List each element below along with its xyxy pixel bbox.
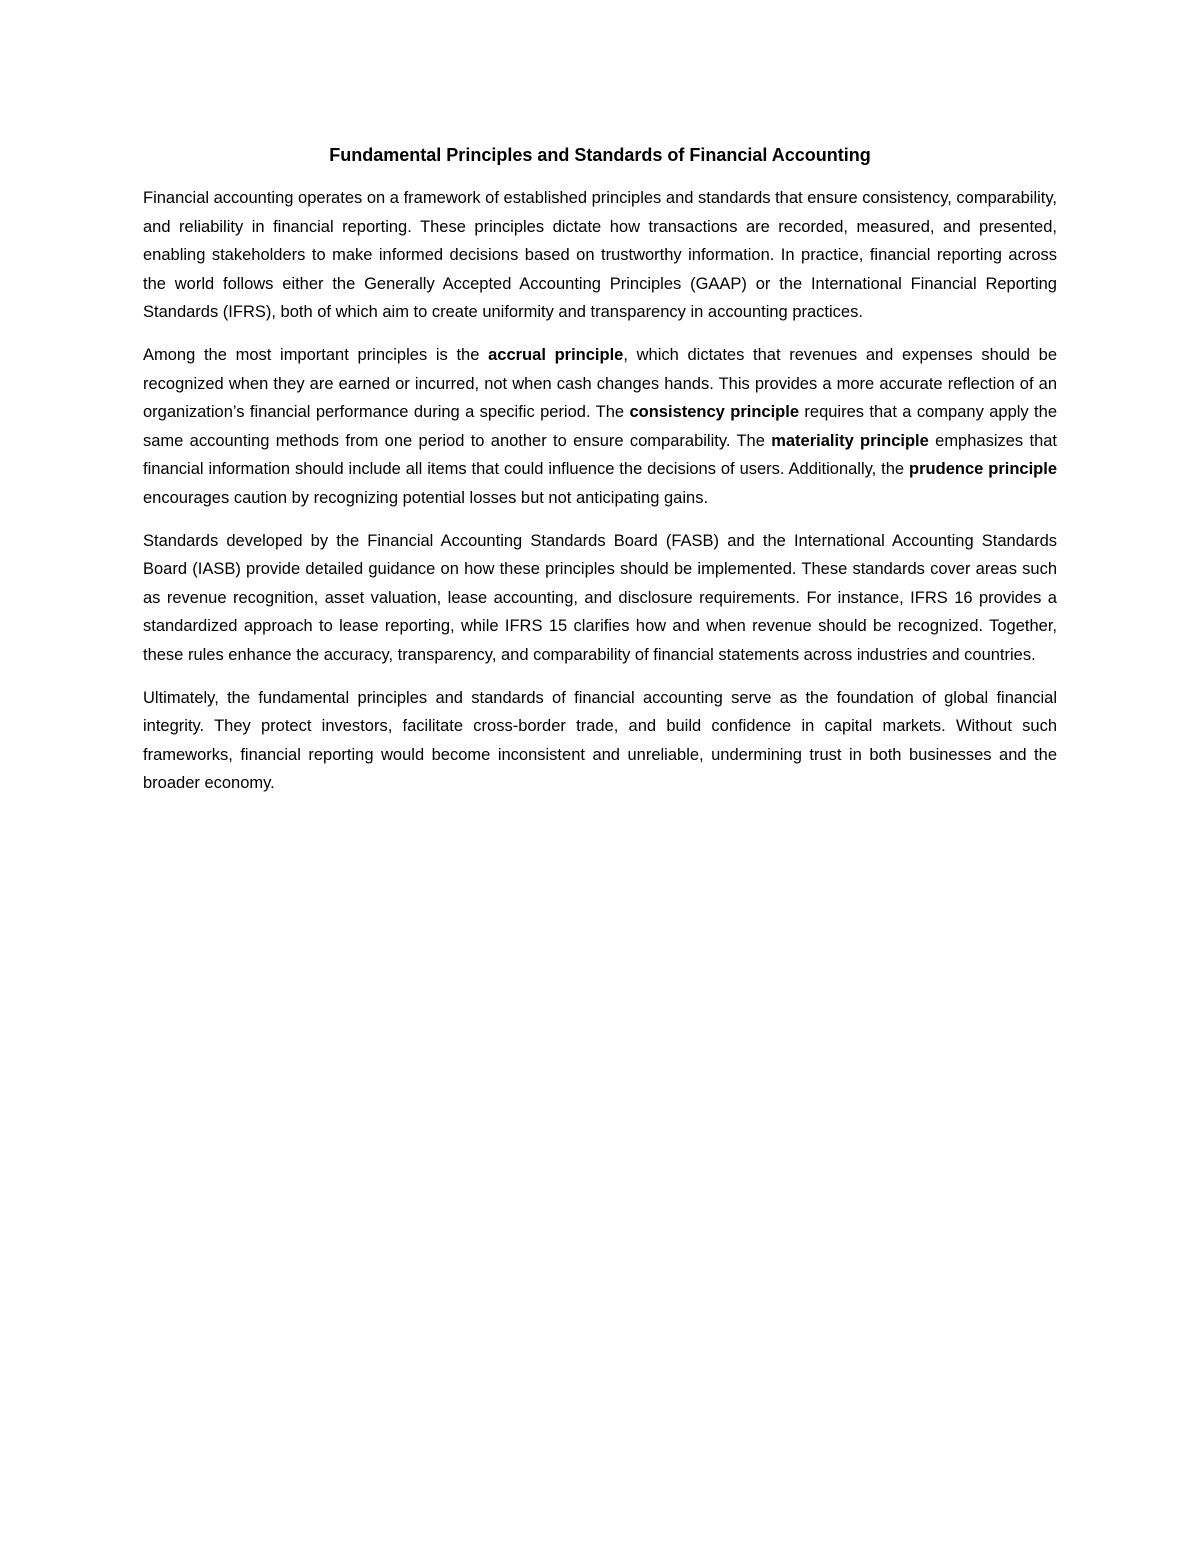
paragraph-text: emphasizes that financial information should include all items that could influence the decisions of users. Additionally, the (143, 431, 1058, 479)
term-consistency-principle: consistency principle (629, 403, 799, 422)
term-prudence-principle: prudence principle (909, 460, 1057, 479)
document-title: Fundamental Principles and Standards of Financial Accounting (329, 145, 871, 165)
paragraph-intro: Financial accounting operates on a framework of established principles and standards that ensure consistency, comparability, and reliability in financial reporting. These principles dictate how transactions are recorded, measured, and presented, enabling stakeholders to make informed decisions based on trustworthy information. In practice, financial reporting across the world follows either the Generally Accepted Accounting Principles (GAAP) or the International Financial Reporting Standards (IFRS), both of which aim to create uniformity and transparency in accounting practices. (143, 189, 1057, 322)
paragraph-standards: Standards developed by the Financial Accounting Standards Board (FASB) and the International Accounting Standards Board (IASB) provide detailed guidance on how these principles should be implemented. These standards cover areas such as revenue recognition, asset valuation, lease accounting, and disclosure requirements. For instance, IFRS 16 provides a standardized approach to lease reporting, while IFRS 15 clarifies how and when revenue should be recognized. Together, these rules enhance the accuracy, transparency, and comparability of financial statements across industries and countries. (143, 531, 1057, 664)
paragraph-text: , which dictates that revenues and expenses should be recognized when they are earned or incurred, not when cash changes hands. This provides a more accurate reflection of an organization’s financial performance during a specific period. The (143, 345, 1058, 422)
term-materiality-principle: materiality principle (771, 431, 929, 450)
term-accrual-principle: accrual principle (488, 345, 624, 364)
paragraph-text: encourages caution by recognizing potential losses but not anticipating gains. (143, 488, 709, 507)
document-body (143, 140, 1057, 812)
paragraph-text: Among the most important principles is the (143, 345, 489, 364)
paragraph-text: requires that a company apply the same accounting methods from one period to another to ensure comparability. The (143, 403, 1057, 450)
paragraph-principles (143, 341, 1057, 513)
paragraph-conclusion: Ultimately, the fundamental principles and standards of financial accounting serve as the foundation of global financial integrity. They protect investors, facilitate cross-border trade, and build confidence in capital markets. Without such frameworks, financial reporting would become inconsistent and unreliable, undermining trust in both businesses and the broader economy. (143, 688, 1057, 793)
